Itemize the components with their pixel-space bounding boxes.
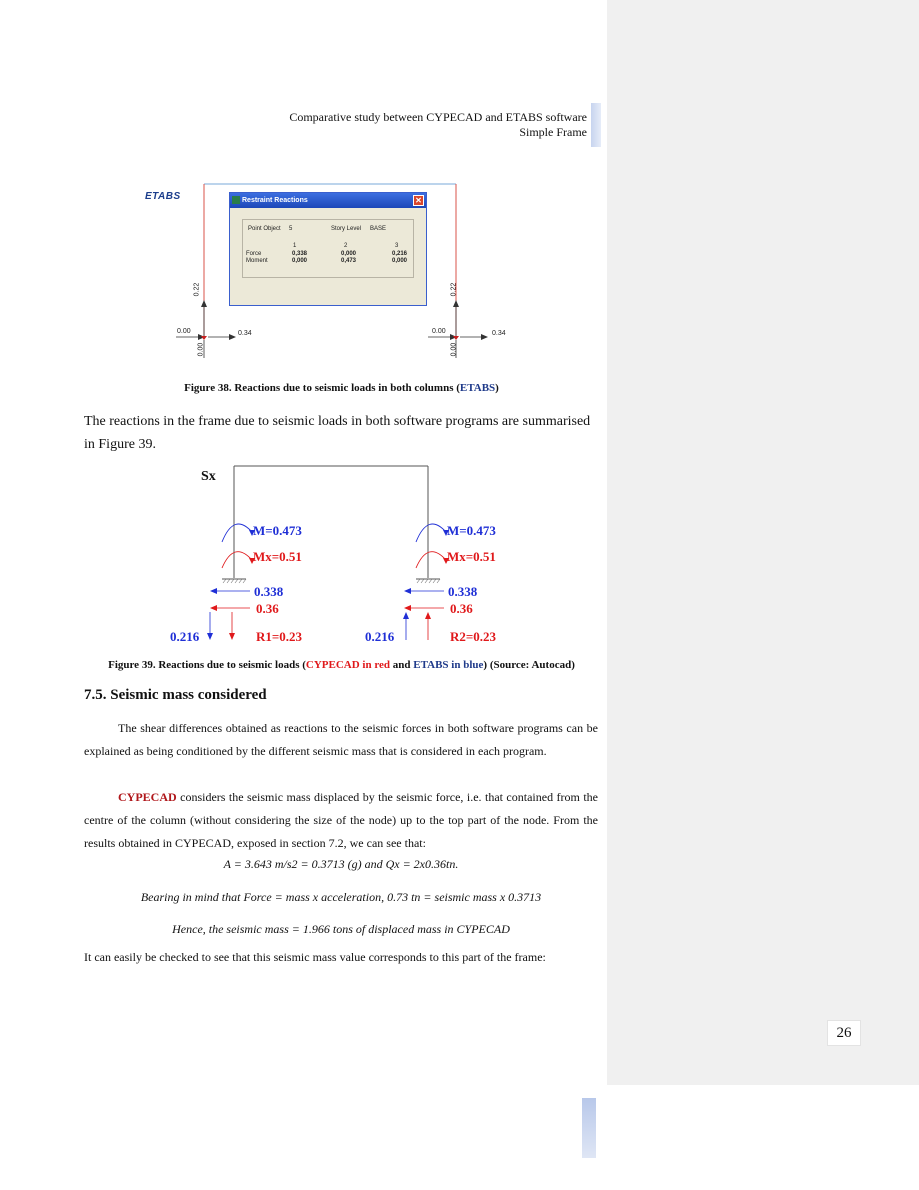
right-vertical-arrow — [453, 300, 459, 307]
left-horizontal-value: 0.00 — [177, 328, 191, 335]
restraint-reactions-dialog — [229, 192, 427, 306]
cypecad-emphasis: CYPECAD — [118, 790, 177, 804]
moment-3: 0,000 — [392, 258, 408, 264]
left-horizontal-arrow — [229, 334, 236, 340]
seismic-direction-label: Sx — [201, 469, 216, 484]
story-level-label: Story Level — [331, 226, 362, 232]
etabs-app-icon — [232, 196, 240, 204]
section-heading: 7.5. Seismic mass considered — [84, 687, 267, 703]
left-axial-cypecad: R1=0.23 — [256, 629, 303, 644]
right-axial-etabs: 0.216 — [365, 629, 395, 644]
paragraph-2: CYPECAD considers the seismic mass displaced by the seismic force, i.e. that contained from the centre of the column (without considering the size of the node) up to the top part of the node. From the results obtained in CYPECAD, exposed in section 7.2, we can see that: — [84, 790, 598, 850]
col-2-header: 2 — [344, 243, 348, 249]
right-moment-etabs: M=0.473 — [447, 523, 496, 538]
story-level-value: BASE — [370, 226, 387, 232]
right-horizontal-arrow — [481, 334, 488, 340]
right-moment-cypecad: Mx=0.51 — [447, 549, 496, 564]
dialog-titlebar — [230, 193, 426, 208]
right-arrow-value: 0.34 — [492, 330, 506, 337]
right-axial-cypecad: R2=0.23 — [450, 629, 497, 644]
equation-acceleration: A = 3.643 m/s2 = 0.3713 (g) and Qx = 2x0.36tn. — [223, 857, 459, 871]
force-3: 0,216 — [392, 251, 408, 257]
moment-1: 0,000 — [292, 258, 308, 264]
paragraph-3: It can easily be checked to see that this seismic mass value corresponds to this part of the frame: — [84, 950, 546, 964]
col-3-header: 3 — [395, 243, 399, 249]
comment-sidebar — [607, 0, 919, 1085]
intro-text: The reactions in the frame due to seismic loads in both software programs are summarised in Figure 39. — [84, 414, 591, 452]
right-shear-etabs: 0.338 — [448, 584, 478, 599]
header-line-1: Comparative study between CYPECAD and ETABS software — [289, 110, 587, 124]
moment-2: 0,473 — [341, 258, 357, 264]
running-header — [289, 110, 587, 140]
paragraph-1: The shear differences obtained as reactions to the seismic forces in both software programs can be explained as being conditioned by the different seismic mass that is considered in each program. — [84, 721, 598, 758]
etabs-logo: ETABS — [145, 191, 181, 202]
right-bottom-value: 0.00 — [450, 342, 458, 357]
point-object-value: 5 — [289, 226, 293, 232]
equation-seismic-mass: Hence, the seismic mass = 1.966 tons of displaced mass in CYPECAD — [172, 922, 510, 936]
dialog-title: Restraint Reactions — [242, 197, 308, 204]
left-vertical-arrow — [201, 300, 207, 307]
point-object-label: Point Object — [248, 226, 281, 232]
header-line-2: Simple Frame — [519, 125, 587, 139]
equation-force-mass: Bearing in mind that Force = mass x acceleration, 0.73 tn = seismic mass x 0.3713 — [140, 890, 542, 904]
figure38-caption: Figure 38. Reactions due to seismic loads in both columns (ETABS) — [184, 382, 499, 394]
right-vertical-value: 0.22 — [450, 282, 458, 297]
footer-accent-bar — [582, 1098, 596, 1158]
left-moment-arc-blue — [222, 524, 252, 542]
left-vertical-value: 0.22 — [193, 282, 201, 297]
dialog-results-group — [242, 219, 414, 278]
page-number: 26 — [827, 1020, 861, 1046]
left-moment-cypecad: Mx=0.51 — [253, 549, 302, 564]
left-arrow-value: 0.34 — [238, 330, 252, 337]
force-1: 0,338 — [292, 251, 308, 257]
force-2: 0,000 — [341, 251, 357, 257]
close-icon[interactable]: ✕ — [413, 195, 424, 206]
right-shear-cypecad: 0.36 — [450, 601, 473, 616]
moment-label: Moment — [246, 258, 268, 264]
left-axial-etabs: 0.216 — [170, 629, 200, 644]
header-accent-bar — [591, 103, 601, 147]
figure39-caption: Figure 39. Reactions due to seismic loads (CYPECAD in red and ETABS in blue) (Source: Autocad) — [108, 659, 575, 671]
right-horizontal-value: 0.00 — [432, 328, 446, 335]
force-label: Force — [246, 251, 262, 257]
left-bottom-value: 0.00 — [197, 342, 205, 357]
left-shear-cypecad: 0.36 — [256, 601, 279, 616]
left-shear-etabs: 0.338 — [254, 584, 284, 599]
col-1-header: 1 — [293, 243, 297, 249]
left-moment-etabs: M=0.473 — [253, 523, 302, 538]
